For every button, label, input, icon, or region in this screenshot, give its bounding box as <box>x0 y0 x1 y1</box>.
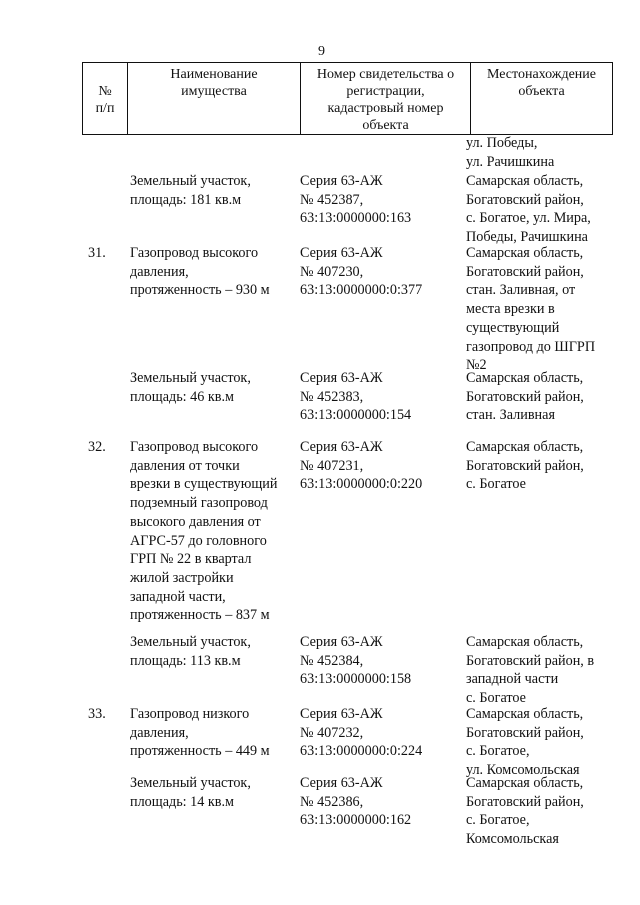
row-name: Газопровод низкого давления, протяженность – 449 м <box>130 706 270 760</box>
row-name: Газопровод высокого давления, протяженность – 930 м <box>130 245 270 299</box>
page-number: 9 <box>318 44 325 59</box>
table-header <box>82 62 613 135</box>
header-name: Наименование имущества <box>128 63 301 135</box>
row-name: Земельный участок, площадь: 181 кв.м <box>130 173 251 208</box>
header-num: № п/п <box>83 63 128 135</box>
row-location: Самарская область, Богатовский район, с. Богатое <box>466 439 584 493</box>
header-location: Местонахождение объекта <box>471 63 613 135</box>
row-name: Газопровод высокого давления от точки врезки в существующий подземный газопровод высокого давления от АГРС-57 до головного ГРП № 22 в квартал жилой застройки западной части, протяженность – 837 м <box>130 439 278 624</box>
row-registration: Серия 63-АЖ № 452386, 63:13:0000000:162 <box>300 775 412 829</box>
header-registration: Номер свидетельства о регистрации, кадастровый номер объекта <box>301 63 471 135</box>
row-location: Самарская область, Богатовский район, в западной части с. Богатое <box>466 634 595 707</box>
row-location: Самарская область, Богатовский район, стан. Заливная <box>466 370 584 424</box>
row-location: Самарская область, Богатовский район, с. Богатое, ул. Комсомольская <box>466 706 584 779</box>
row-location: Самарская область, Богатовский район, с. Богатое, Комсомольская <box>466 775 584 848</box>
row-registration: Серия 63-АЖ № 407231, 63:13:0000000:0:220 <box>300 439 423 493</box>
row-registration: Серия 63-АЖ № 407230, 63:13:0000000:0:377 <box>300 245 423 299</box>
row-location: ул. Победы, ул. Рачишкина <box>466 135 555 170</box>
row-registration: Серия 63-АЖ № 452384, 63:13:0000000:158 <box>300 634 412 688</box>
row-name: Земельный участок, площадь: 14 кв.м <box>130 775 251 810</box>
row-number: 31. <box>88 245 106 261</box>
row-location: Самарская область, Богатовский район, стан. Заливная, от места врезки в существующий газопровод до ШГРП №2 <box>466 245 596 374</box>
row-registration: Серия 63-АЖ № 407232, 63:13:0000000:0:224 <box>300 706 423 760</box>
row-number: 32. <box>88 439 106 455</box>
row-name: Земельный участок, площадь: 113 кв.м <box>130 634 251 669</box>
row-number: 33. <box>88 706 106 722</box>
row-location: Самарская область, Богатовский район, с. Богатое, ул. Мира, Победы, Рачишкина <box>466 173 591 246</box>
row-registration: Серия 63-АЖ № 452387, 63:13:0000000:163 <box>300 173 412 227</box>
row-registration: Серия 63-АЖ № 452383, 63:13:0000000:154 <box>300 370 412 424</box>
row-name: Земельный участок, площадь: 46 кв.м <box>130 370 251 405</box>
